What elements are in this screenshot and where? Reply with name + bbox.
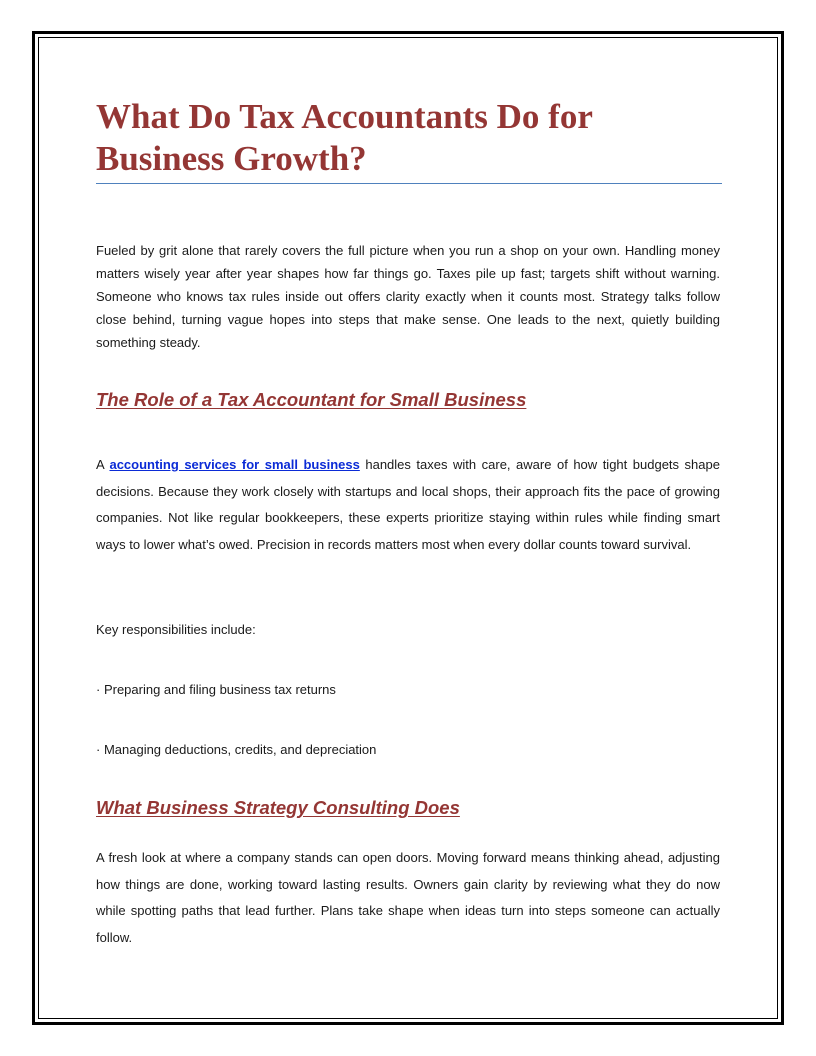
role-paragraph-body: handles taxes with care, aware of how tight budgets shape decisions. Because they work closely with startups and local shops, their approach fits the pace of growing companies. Not like regular bookkeepers, these experts prioritize staying within rules while finding smart ways to lower what’s owed. Precision in records matters most when every dollar counts toward survival. [96,457,720,552]
list-item: · Preparing and filing business tax returns [96,682,336,697]
section-heading-role: The Role of a Tax Accountant for Small Business [96,389,527,410]
list-item: · Managing deductions, credits, and depreciation [96,742,377,757]
section-heading-strategy: What Business Strategy Consulting Does [96,797,460,818]
intro-paragraph: Fueled by grit alone that rarely covers the full picture when you run a shop on your own. Handling money matters wisely year after year shapes how far things go. Taxes pile up fast; targets shift without warning. Someone who knows tax rules inside out offers clarity exactly when it counts most. Strategy talks follow close behind, turning vague hopes into steps that make sense. One leads to the next, quietly building something steady. [96,243,720,350]
document-title: What Do Tax Accountants Do for Business Growth? [96,97,593,178]
role-paragraph [96,452,720,558]
title-underline-rule [96,183,722,184]
accounting-services-link[interactable]: accounting services for small business [109,457,360,472]
key-responsibilities-label: Key responsibilities include: [96,622,256,637]
strategy-paragraph: A fresh look at where a company stands can open doors. Moving forward means thinking ahead, adjusting how things are done, working toward lasting results. Owners gain clarity by reviewing what they do now while spotting paths that lead further. Plans take shape when ideas turn into steps someone can actually follow. [96,850,720,945]
role-paragraph-lead: A [96,457,110,472]
